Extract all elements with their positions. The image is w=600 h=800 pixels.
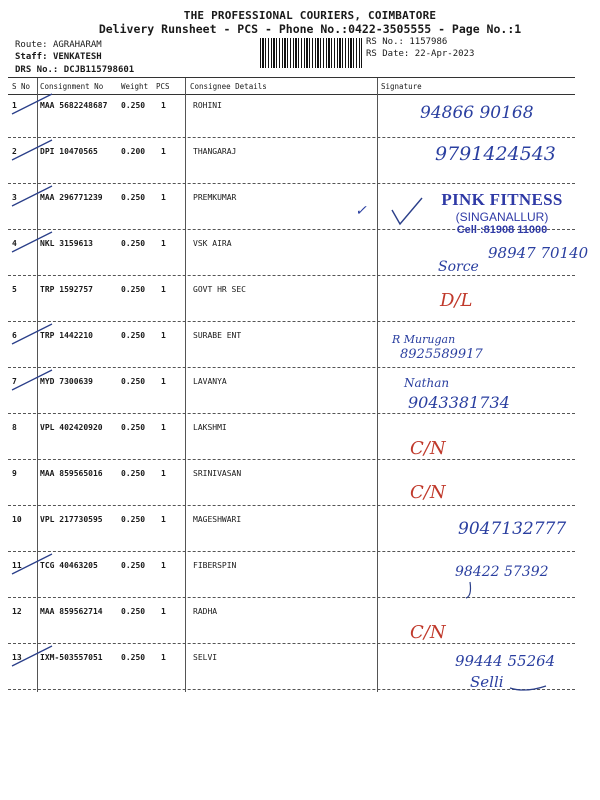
row-sno: 13 [12,653,22,662]
row-sno: 12 [12,607,22,616]
row-consignee: SURABE ENT [193,331,242,340]
row-sno: 4 [12,239,17,248]
rs-date-value: 22-Apr-2023 [414,49,475,59]
row-weight: 0.250 [121,607,146,616]
col-signature: Signature [381,82,422,91]
row-consignment: VPL 217730595 [40,515,103,524]
signature-r13-phone: 99444 55264 [455,652,556,670]
stamp-phone: Cell :81908 11000 [456,224,548,236]
row-consignment: MAA 859562714 [40,607,103,616]
signature-r12: C/N [410,622,446,643]
col-sno: S No [12,82,31,91]
staff-label: Staff: [15,52,48,62]
row-pcs: 1 [161,147,166,156]
staff-value: VENKATESH [52,52,102,62]
row-consignee: SRINIVASAN [193,469,242,478]
signature-r7-name: Nathan [404,376,450,390]
signature-r6-phone: 8925589917 [400,347,483,362]
rs-date-label: RS Date: [366,49,410,59]
row-sno: 8 [12,423,17,432]
drs-label: DRS No.: [15,65,59,75]
signature-r13-name: Selli [470,673,504,691]
row-consignment: IXM-503557051 [40,653,103,662]
row-consignee: LAKSHMI [193,423,227,432]
stamp-name: PINK FITNESS [441,190,563,209]
signature-r3-mark: ✓ [355,203,367,219]
row-weight: 0.250 [121,377,146,386]
row-weight: 0.200 [121,147,146,156]
row-sno: 2 [12,147,17,156]
row-consignment: DPI 10470565 [40,147,98,156]
tick-mark-icon [392,198,422,224]
row-consignment: MYD 7300639 [40,377,93,386]
row-weight: 0.250 [121,469,146,478]
row-consignee: PREMKUMAR [193,193,237,202]
row-sno: 1 [12,101,17,110]
row-consignee: VSK AIRA [193,239,232,248]
runsheet-title: Delivery Runsheet - PCS - Phone No.:0422-3505555 - Page No.:1 [98,22,522,36]
row-consignment: MAA 296771239 [40,193,103,202]
rs-no-value: 1157986 [409,37,448,47]
route-label: Route: [15,40,48,50]
row-pcs: 1 [161,285,166,294]
row-pcs: 1 [161,377,166,386]
row-pcs: 1 [161,331,166,340]
row-consignee: FIBERSPIN [193,561,237,570]
rs-no-label: RS No.: [366,37,404,47]
row-weight: 0.250 [121,285,146,294]
row-consignment: TRP 1592757 [40,285,93,294]
row-consignee: LAVANYA [193,377,227,386]
row-weight: 0.250 [121,561,146,570]
signature-r4: 98947 70140 [488,244,589,262]
row-pcs: 1 [161,515,166,524]
signature-r2: 9791424543 [435,143,556,165]
col-consignee: Consignee Details [190,82,267,91]
col-consignment: Consignment No [40,82,104,91]
signature-r1: 94866 90168 [420,103,534,123]
row-consignment: MAA 5682248687 [40,101,108,110]
pen-stroke-icon [510,686,546,690]
row-pcs: 1 [161,653,166,662]
row-pcs: 1 [161,239,166,248]
row-sno: 5 [12,285,17,294]
row-sno: 10 [12,515,22,524]
row-consignment: TRP 1442210 [40,331,93,340]
row-sno: 11 [12,561,22,570]
row-sno: 3 [12,193,17,202]
row-consignee: MAGESHWARI [193,515,242,524]
row-consignment: TCG 40463205 [40,561,98,570]
row-sno: 6 [12,331,17,340]
signature-r9: C/N [410,482,446,503]
row-consignee: SELVI [193,653,218,662]
drs-value: DCJB115798601 [63,65,135,75]
row-pcs: 1 [161,193,166,202]
row-pcs: 1 [161,561,166,570]
row-weight: 0.250 [121,101,146,110]
row-pcs: 1 [161,469,166,478]
company-title: THE PROFESSIONAL COURIERS, COIMBATORE [183,9,437,22]
row-sno: 7 [12,377,17,386]
route-value: AGRAHARAM [52,40,102,50]
pen-stroke-icon [466,582,471,598]
col-pcs: PCS [156,82,170,91]
signature-r6-name: R Murugan [392,333,456,346]
row-weight: 0.250 [121,193,146,202]
row-consignee: GOVT HR SEC [193,285,246,294]
row-weight: 0.250 [121,423,146,432]
stamp-area: (SINGANALLUR) [455,210,549,224]
row-weight: 0.250 [121,239,146,248]
row-consignee: THANGARAJ [193,147,237,156]
row-pcs: 1 [161,607,166,616]
row-consignee: ROHINI [193,101,222,110]
row-consignment: NKL 3159613 [40,239,93,248]
signature-r10: 9047132777 [458,519,567,539]
signature-r7-phone: 9043381734 [408,393,510,412]
row-pcs: 1 [161,423,166,432]
row-pcs: 1 [161,101,166,110]
row-weight: 0.250 [121,653,146,662]
signature-r4-name: Sorce [438,259,479,275]
row-consignee: RADHA [193,607,218,616]
row-sno: 9 [12,469,17,478]
signature-r11: 98422 57392 [455,564,549,580]
row-consignment: VPL 402420920 [40,423,103,432]
signature-r8: C/N [410,438,446,459]
signature-r5: D/L [440,290,473,311]
row-consignment: MAA 859565016 [40,469,103,478]
row-weight: 0.250 [121,515,146,524]
col-weight: Weight [121,82,149,91]
row-weight: 0.250 [121,331,146,340]
